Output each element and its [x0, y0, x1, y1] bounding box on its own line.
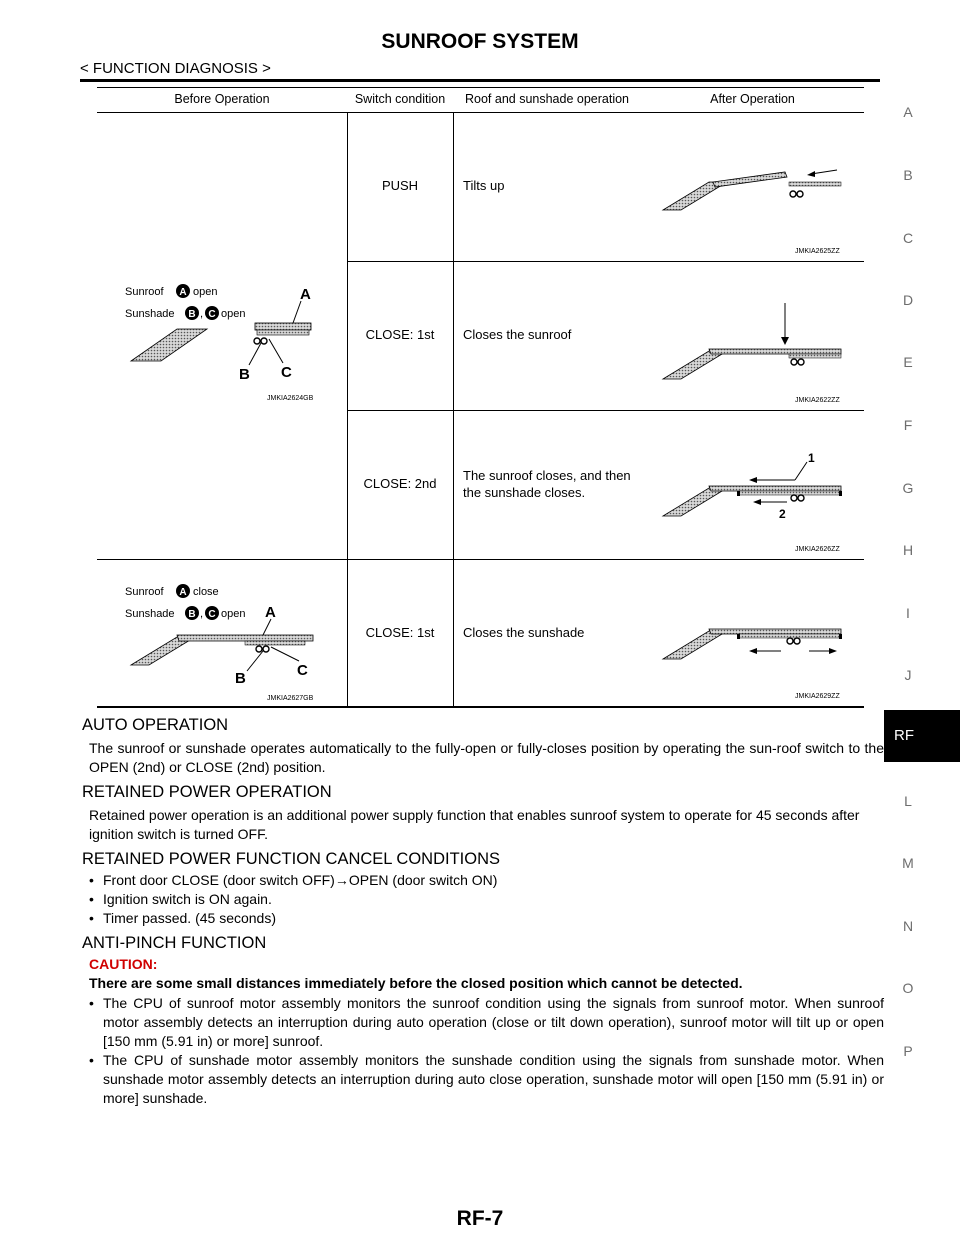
active-section-tab[interactable]: RF — [884, 710, 960, 762]
switch-condition: CLOSE: 2nd — [363, 476, 437, 491]
table-header-before: Before Operation — [174, 92, 270, 106]
svg-text:,: , — [200, 308, 204, 320]
svg-text:A: A — [179, 287, 187, 298]
callout-a: A — [265, 604, 276, 621]
sunroof-panel — [177, 635, 313, 641]
index-letter-p[interactable]: P — [903, 1043, 913, 1059]
switch-condition: CLOSE: 1st — [365, 327, 435, 342]
row-divider — [347, 261, 864, 262]
figure-code: JMKIA2626ZZ — [795, 546, 840, 553]
index-letter-c[interactable]: C — [902, 230, 914, 246]
svg-text:Sunshade: Sunshade — [125, 608, 175, 620]
svg-text:close: close — [193, 586, 219, 598]
svg-text:,: , — [200, 608, 204, 620]
figure-code: JMKIA2629ZZ — [795, 693, 840, 700]
svg-text:B: B — [188, 309, 196, 320]
after-close-sunroof-diagram — [657, 291, 857, 409]
operation-text: Closes the sunshade — [463, 625, 585, 640]
svg-text:Sunshade: Sunshade — [125, 308, 175, 320]
svg-text:open: open — [193, 286, 218, 298]
column-divider — [347, 112, 348, 707]
caution-text: There are some small distances immediately before the closed position which cannot be detected. — [89, 975, 743, 991]
retained-power-text: Retained power operation is an additional power supply function that enables sunroof system to operate for 45 seconds after ignition switch is turned OFF. — [89, 807, 860, 842]
svg-text:open: open — [221, 308, 246, 320]
heading-anti-pinch: ANTI-PINCH FUNCTION — [82, 934, 267, 952]
sunroof-panel — [255, 323, 311, 330]
index-letter-l[interactable]: L — [904, 793, 912, 809]
callout-a: A — [300, 286, 311, 303]
switch-condition: CLOSE: 1st — [365, 625, 435, 640]
svg-text:A: A — [179, 587, 187, 598]
arrow-left-icon — [807, 171, 815, 177]
list-item: • The CPU of sunshade motor assembly monitors the sunshade condition using the signals from sunshade motor. When sunshade motor assembly detects an interruption during auto close operation, sunshade motor will open [150 mm (5.91 in) or more] sunshade. — [89, 1052, 884, 1106]
svg-text:open: open — [221, 608, 246, 620]
sunshade-panel — [245, 641, 305, 645]
index-letter-b[interactable]: B — [903, 167, 913, 183]
callout-b: B — [239, 366, 250, 383]
figure-code: JMKIA2622ZZ — [795, 397, 840, 404]
table-header-switch: Switch condition — [354, 92, 446, 106]
after-close-sunshade-diagram — [657, 587, 857, 705]
heading-retained-power: RETAINED POWER OPERATION — [82, 783, 332, 801]
section-breadcrumb: < FUNCTION DIAGNOSIS > — [80, 60, 271, 77]
before-closed-diagram — [117, 577, 342, 702]
fig-line-sunroof: Sunroof — [125, 286, 164, 298]
index-letter-g[interactable]: G — [902, 480, 914, 496]
callout-b: B — [235, 670, 246, 687]
before-open-diagram — [117, 277, 342, 402]
index-letter-f[interactable]: F — [903, 417, 913, 433]
switch-condition: PUSH — [381, 178, 419, 193]
index-letter-e[interactable]: E — [903, 354, 913, 370]
list-item: • The CPU of sunroof motor assembly monitors the sunroof condition using the signals from sunroof motor. When sunroof motor assembly detects an interruption during auto operation (close or tilt down operation), sunroof motor will tilt up or open [150 mm (5.91 in) or more] sunroof. — [89, 995, 884, 1049]
header-rule — [80, 79, 880, 82]
index-letter-d[interactable]: D — [902, 292, 914, 308]
index-letter-h[interactable]: H — [902, 542, 914, 558]
list-item: • Ignition switch is ON again. — [89, 891, 272, 907]
svg-text:Sunroof: Sunroof — [125, 586, 164, 598]
list-item: • Timer passed. (45 seconds) — [89, 910, 276, 926]
column-divider — [453, 112, 454, 707]
index-letter-n[interactable]: N — [902, 918, 914, 934]
arrow-left-icon — [749, 477, 757, 483]
figure-code: JMKIA2627GB — [267, 695, 314, 702]
callout-c: C — [281, 364, 292, 381]
arrow-left-icon — [749, 648, 757, 654]
after-close-both-diagram — [657, 440, 857, 558]
table-header-after: After Operation — [710, 92, 795, 106]
callout-c: C — [297, 662, 308, 679]
page-title: SUNROOF SYSTEM — [381, 30, 579, 53]
figure-code: JMKIA2624GB — [267, 395, 314, 402]
index-letter-i[interactable]: I — [906, 605, 910, 621]
page-number: RF-7 — [456, 1207, 504, 1230]
sunshade-panel — [257, 330, 309, 335]
figure-code: JMKIA2625ZZ — [795, 248, 840, 255]
windshield-shape — [131, 329, 207, 361]
heading-auto-operation: AUTO OPERATION — [82, 716, 229, 734]
callout-1: 1 — [808, 451, 815, 465]
svg-text:C: C — [208, 609, 216, 620]
arrow-left-icon — [753, 499, 761, 505]
heading-cancel-conditions: RETAINED POWER FUNCTION CANCEL CONDITIONS — [82, 850, 501, 868]
caution-label: CAUTION: — [89, 956, 158, 972]
operation-table — [97, 87, 864, 707]
after-tilt-diagram — [657, 142, 857, 260]
row-divider — [347, 410, 864, 411]
auto-operation-text: The sunroof or sunshade operates automatically to the fully-open or fully-closes position by operating the sun-roof switch to the OPEN (2nd) or CLOSE (2nd) position. — [89, 740, 884, 775]
index-letter-j[interactable]: J — [904, 667, 912, 683]
svg-text:C: C — [208, 309, 216, 320]
operation-text: Tilts up — [463, 178, 505, 193]
operation-text: Closes the sunroof — [463, 327, 572, 342]
index-letter-o[interactable]: O — [902, 980, 914, 996]
index-letter-a[interactable]: A — [903, 104, 913, 120]
arrow-right-icon — [829, 648, 837, 654]
table-header-border — [97, 112, 864, 113]
row-divider — [97, 559, 864, 560]
table-top-border — [97, 87, 864, 88]
table-bottom-border — [97, 706, 864, 708]
index-letter-m[interactable]: M — [902, 855, 914, 871]
operation-text: The sunroof closes, and then the sunshade closes. — [463, 468, 631, 500]
arrow-down-icon — [781, 337, 789, 345]
svg-text:B: B — [188, 609, 196, 620]
callout-2: 2 — [779, 507, 786, 521]
list-item: • Front door CLOSE (door switch OFF)→OPEN (door switch ON) — [89, 872, 498, 888]
table-header-operation: Roof and sunshade operation — [464, 92, 629, 106]
